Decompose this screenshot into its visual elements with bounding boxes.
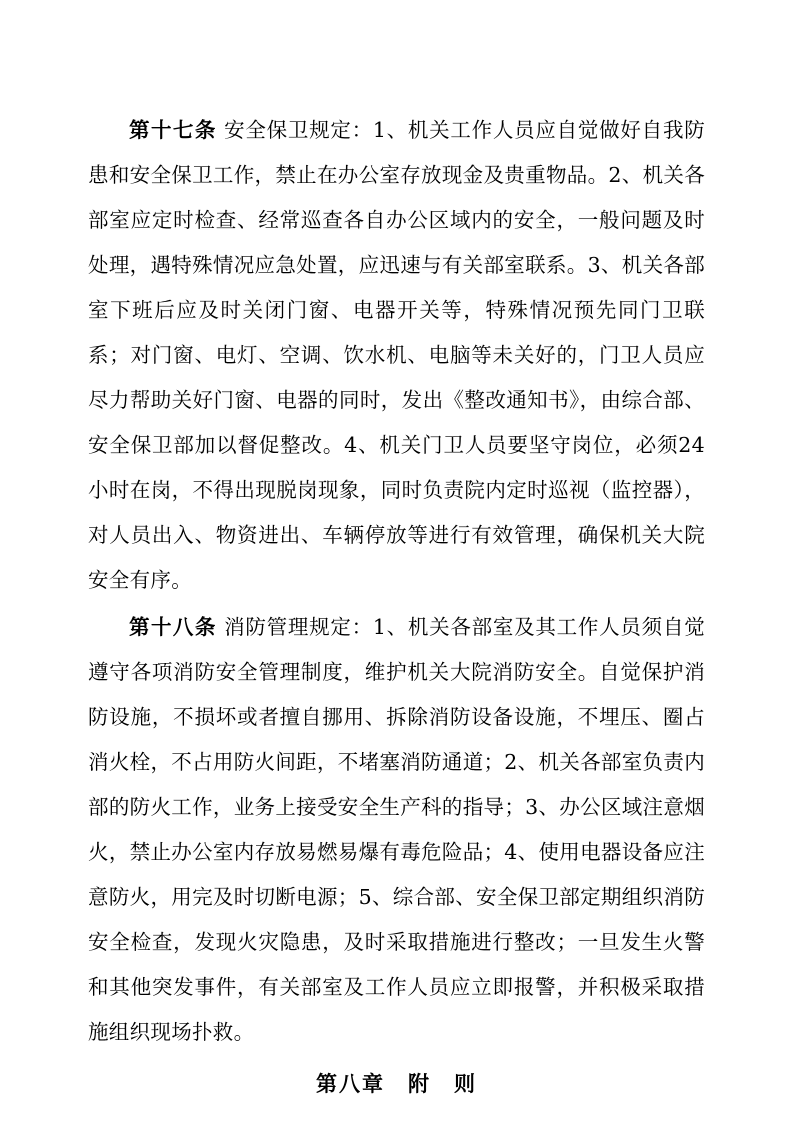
article-17-text: 安全保卫规定：1、机关工作人员应自觉做好自我防患和安全保卫工作，禁止在办公室存放现金及贵重物品。2、机关各部室应定时检查、经常巡查各自办公区域内的安全，一般问题及时处理，遇特殊情况应急处置，应迅速与有关部室联系。3、机关各部室下班后应及时关闭门窗、电器开关等，特殊情况预先同门卫联系；对门窗、电灯、空调、饮水机、电脑等未关好的，门卫人员应尽力帮助关好门窗、电器的同时，发出《整改通知书》，由综合部、安全保卫部加以督促整改。4、机关门卫人员要坚守岗位，必须24小时在岗，不得出现脱岗现象，同时负责院内定时巡视（监控器），对人员出入、物资进出、车辆停放等进行有效管理，确保机关大院安全有序。 xyxy=(88,118,705,592)
article-17-label: 第十七条 xyxy=(129,118,217,142)
article-18-text: 消防管理规定：1、机关各部室及其工作人员须自觉遵守各项消防安全管理制度，维护机关大院消防安全。自觉保护消防设施，不损坏或者擅自挪用、拆除消防设备设施，不埋压、圈占消火栓，不占用防火间距，不堵塞消防通道；2、机关各部室负责内部的防火工作，业务上接受安全生产科的指导；3、办公区域注意烟火，禁止办公室内存放易燃易爆有毒危险品；4、使用电器设备应注意防火，用完及时切断电源；5、综合部、安全保卫部定期组织消防安全检查，发现火灾隐患，及时采取措施进行整改；一旦发生火警和其他突发事件，有关部室及工作人员应立即报警，并积极采取措施组织现场扑救。 xyxy=(88,615,705,1044)
chapter-heading xyxy=(88,1061,705,1106)
chapter-title: 附 则 xyxy=(408,1071,478,1096)
paragraph-article-17 xyxy=(88,108,705,603)
paragraph-article-18 xyxy=(88,605,705,1055)
article-18-label: 第十八条 xyxy=(129,615,217,639)
document-body xyxy=(88,108,705,1106)
chapter-number: 第八章 xyxy=(315,1071,385,1096)
